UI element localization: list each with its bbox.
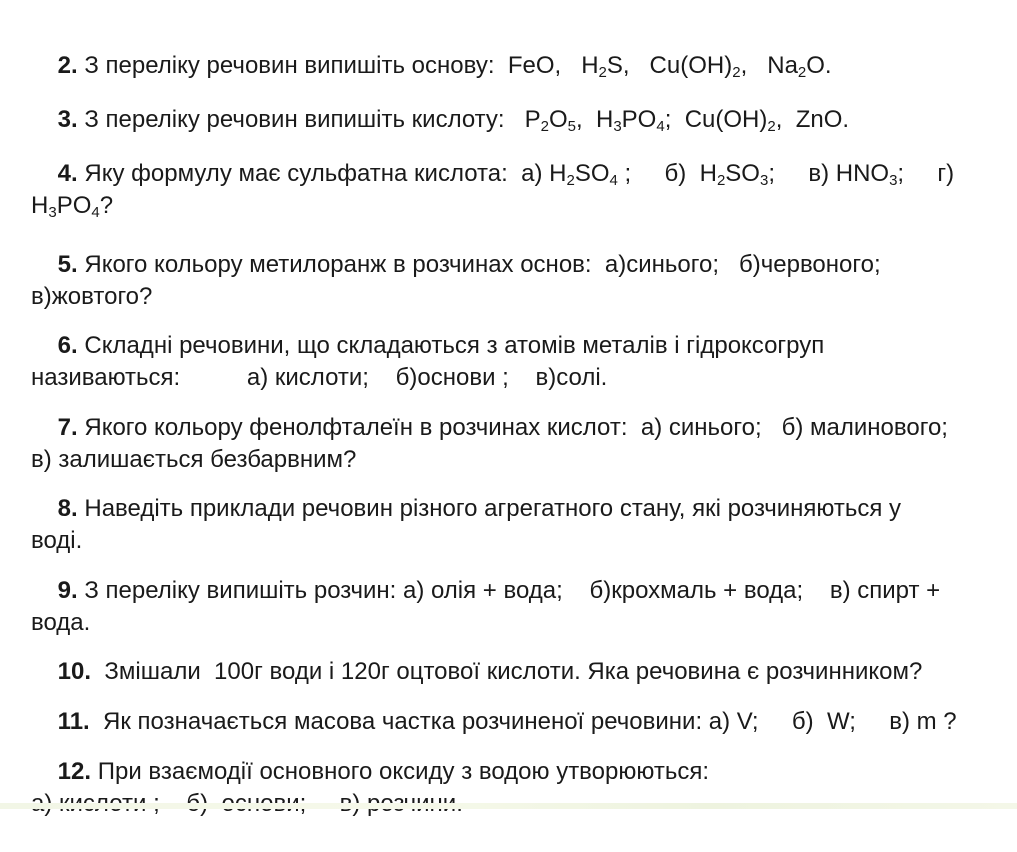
- line-1: Якого кольору фенолфталеїн в розчинах кислот: а) синього; б) малинового;: [77, 414, 948, 441]
- line-2: вода.: [31, 609, 91, 636]
- line-2: воді.: [31, 527, 83, 554]
- line-1: З переліку речовин випишіть кислоту: $P_2O_5$, $H_3PO_4$; $Cu(OH)_2$, ZnO.: [77, 106, 850, 135]
- question-number: 9.: [57, 577, 78, 604]
- question-number: 12.: [57, 758, 92, 785]
- line-1: Змішали 100г води і 120г оцтової кислоти. Яка речовина є розчинником?: [91, 658, 923, 685]
- question-12: [31, 724, 1006, 852]
- line-1: З переліку випишіть розчин: а) олія + вода; б)крохмаль + вода; в) спирт +: [77, 577, 941, 604]
- line-1: При взаємодії основного оксиду з водою утворюються:: [91, 758, 709, 785]
- question-number: 4.: [57, 160, 78, 187]
- line-2: в)жовтого?: [31, 283, 153, 310]
- question-number: 8.: [57, 495, 78, 522]
- scan-edge-decoration: [0, 803, 1017, 809]
- line-1: Якого кольору метилоранж в розчинах основ: а)синього; б)червоного;: [77, 251, 881, 278]
- question-number: 10.: [57, 658, 92, 685]
- question-number: 11.: [57, 708, 90, 735]
- line-1: Наведіть приклади речовин різного агрегатного стану, які розчиняються у: [77, 495, 901, 522]
- line-2: називаються: а) кислоти; б)основи ; в)солі.: [31, 364, 608, 391]
- line-2: $H_3PO_4$?: [31, 192, 114, 221]
- question-number: 6.: [57, 332, 78, 359]
- question-number: 3.: [57, 106, 78, 133]
- line-1: З переліку речовин випишіть основу: FeO, $H_2S$, $Cu(OH)_2$, $Na_2O$.: [77, 52, 832, 81]
- line-1: Як позначається масова частка розчиненої речовини: а) V; б) W; в) m ?: [89, 708, 957, 735]
- question-number: 7.: [57, 414, 78, 441]
- question-number: 2.: [57, 52, 78, 79]
- line-1: Складні речовини, що складаються з атомів металів і гідроксогруп: [77, 332, 825, 359]
- line-1: Яку формулу має сульфатна кислота: а) $H_2SO_4$ ; б) $H_2SO_3$; в) $HNO_3$; г): [77, 160, 955, 189]
- line-2: в) залишається безбарвним?: [31, 446, 357, 473]
- question-number: 5.: [57, 251, 78, 278]
